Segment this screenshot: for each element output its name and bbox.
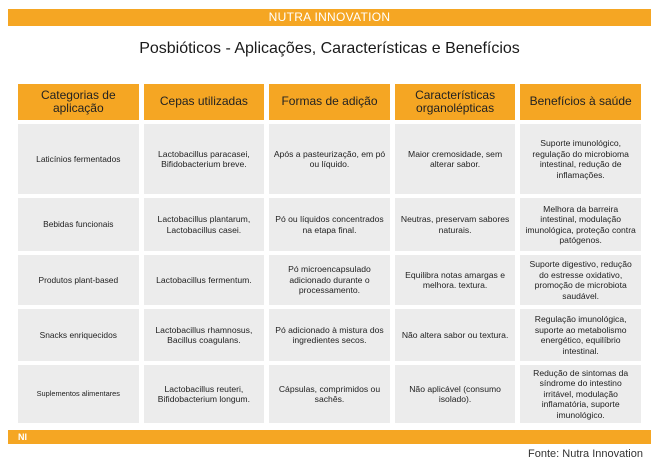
cell-cepas: Lactobacillus plantarum, Lactobacillus casei.: [144, 198, 265, 251]
column-header-caracteristicas: Características organolépticas: [395, 84, 516, 120]
cell-beneficios: Regulação imunológica, suporte ao metabolismo energético, equilíbrio intestinal.: [520, 309, 641, 361]
cell-caracteristicas: Não altera sabor ou textura.: [395, 309, 516, 361]
cell-categoria: Bebidas funcionais: [18, 198, 139, 251]
cell-formas: Pó ou líquidos concentrados na etapa final.: [269, 198, 390, 251]
cell-caracteristicas: Equilibra notas amargas e melhora. textura.: [395, 255, 516, 305]
cell-cepas: Lactobacillus reuteri, Bifidobacterium longum.: [144, 365, 265, 423]
cell-beneficios: Suporte digestivo, redução do estresse oxidativo, promoção de microbiota saudável.: [520, 255, 641, 305]
cell-categoria: Laticínios fermentados: [18, 124, 139, 194]
table-row: [18, 255, 641, 305]
table-row: [18, 309, 641, 361]
column-header-cepas: Cepas utilizadas: [144, 84, 265, 120]
cell-categoria: Suplementos alimentares: [18, 365, 139, 423]
table-row: [18, 365, 641, 423]
cell-cepas: Lactobacillus paracasei, Bifidobacterium breve.: [144, 124, 265, 194]
cell-caracteristicas: Neutras, preservam sabores naturais.: [395, 198, 516, 251]
footer-banner: [8, 430, 651, 444]
brand-name: NUTRA INNOVATION: [268, 10, 391, 24]
cell-cepas: Lactobacillus fermentum.: [144, 255, 265, 305]
page-title: Posbióticos - Aplicações, Características e Benefícios: [139, 40, 520, 57]
footer-logo: NI: [18, 432, 27, 442]
table-header-row: [18, 84, 641, 120]
table-row: [18, 124, 641, 194]
cell-beneficios: Redução de sintomas da síndrome do intestino irritável, modulação inflamatória, suporte imunológico.: [520, 365, 641, 423]
brand-banner: [8, 9, 651, 26]
column-header-formas: Formas de adição: [269, 84, 390, 120]
table-row: [18, 198, 641, 251]
cell-formas: Pó microencapsulado adicionado durante o processamento.: [269, 255, 390, 305]
column-header-beneficios: Benefícios à saúde: [520, 84, 641, 120]
cell-beneficios: Suporte imunológico, regulação do microbioma intestinal, redução de inflamações.: [520, 124, 641, 194]
cell-formas: Pó adicionado à mistura dos ingredientes secos.: [269, 309, 390, 361]
cell-caracteristicas: Maior cremosidade, sem alterar sabor.: [395, 124, 516, 194]
cell-categoria: Produtos plant-based: [18, 255, 139, 305]
cell-cepas: Lactobacillus rhamnosus, Bacillus coagulans.: [144, 309, 265, 361]
column-header-categorias: Categorias de aplicação: [18, 84, 139, 120]
cell-formas: Cápsulas, comprimidos ou sachês.: [269, 365, 390, 423]
cell-caracteristicas: Não aplicável (consumo isolado).: [395, 365, 516, 423]
posbioticos-table: [18, 84, 641, 427]
cell-formas: Após a pasteurização, em pó ou líquido.: [269, 124, 390, 194]
cell-categoria: Snacks enriquecidos: [18, 309, 139, 361]
source-credit: Fonte: Nutra Innovation: [528, 448, 643, 460]
cell-beneficios: Melhora da barreira intestinal, modulação imunológica, proteção contra patógenos.: [520, 198, 641, 251]
